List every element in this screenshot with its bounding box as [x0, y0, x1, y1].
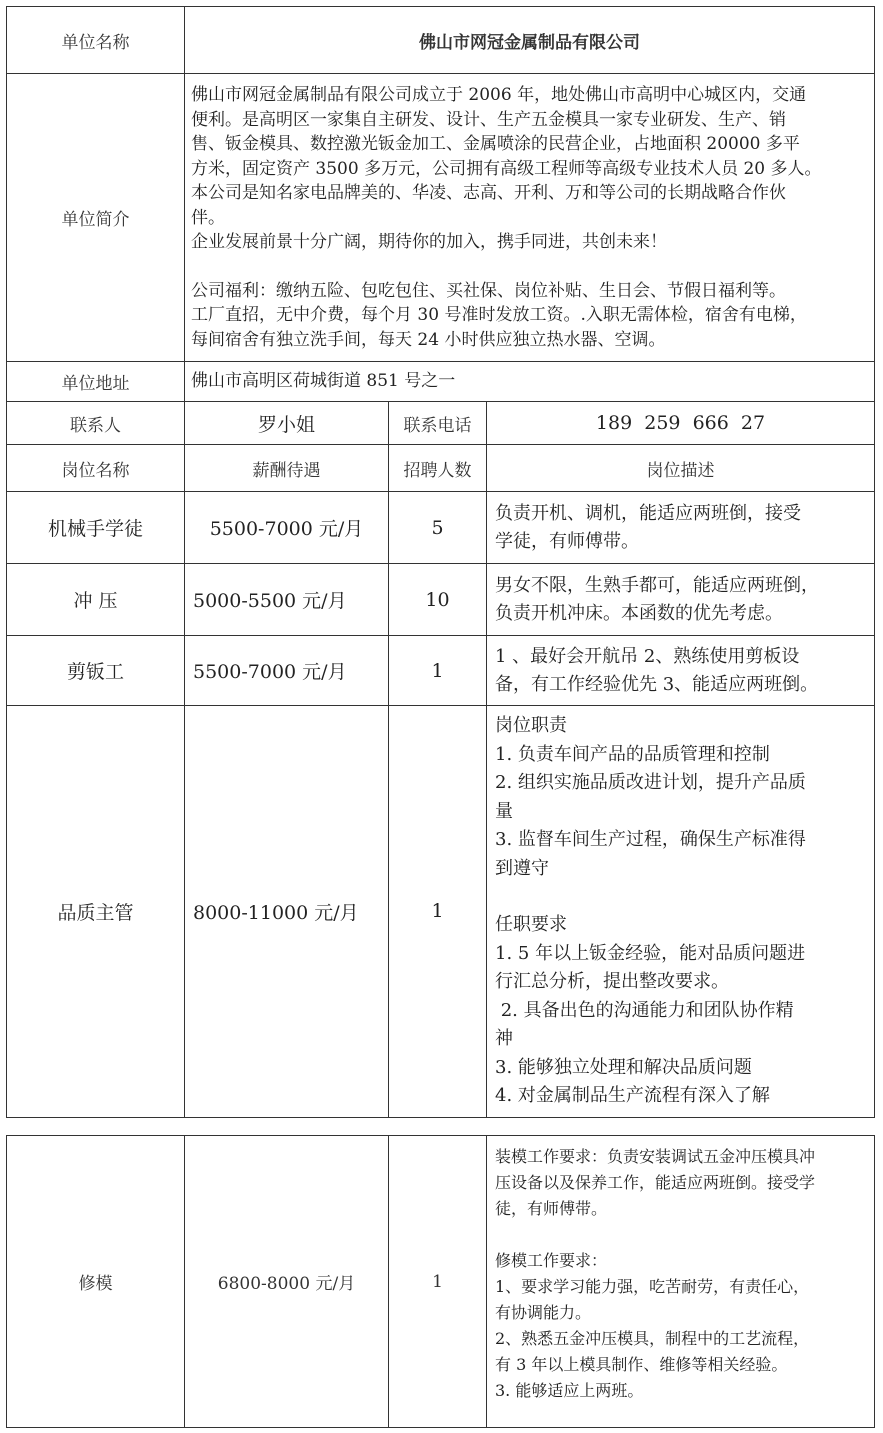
table-row	[7, 564, 875, 636]
job-name: 机械手学徒	[7, 492, 185, 564]
job-name: 品质主管	[7, 706, 185, 1118]
desc-line: 徒，有师傅带。	[495, 1199, 608, 1218]
table-row	[7, 706, 875, 1118]
desc-line: 1. 负责车间产品的品质管理和控制	[495, 743, 770, 765]
desc-line: 2. 组织实施品质改进计划，提升产品质	[495, 772, 806, 793]
desc-line: 行汇总分析，提出整改要求。	[495, 971, 729, 992]
desc-line: 修模工作要求：	[495, 1251, 608, 1270]
desc-line: 1、要求学习能力强，吃苦耐劳，有责任心，	[495, 1277, 810, 1296]
desc-line: 神	[495, 1028, 513, 1049]
job-description	[487, 706, 875, 1118]
desc-line: 1. 5 年以上钣金经验，能对品质问题进	[495, 942, 806, 964]
desc-line: 岗位职责	[495, 715, 567, 736]
benefits-line: 每间宿舍有独立洗手间，每天 24 小时供应独立热水器、空调。	[191, 329, 666, 350]
job-description	[487, 564, 875, 636]
job-salary: 5500-7000 元/月	[185, 492, 389, 564]
header-count: 招聘人数	[389, 445, 487, 492]
desc-line: 2. 具备出色的沟通能力和团队协作精	[495, 999, 794, 1021]
company-intro-label: 单位简介	[7, 74, 185, 362]
desc-line: 装模工作要求：负责安装调试五金冲压模具冲	[495, 1147, 816, 1166]
desc-line: 3. 能够适应上两班。	[495, 1381, 644, 1400]
benefits-line: 公司福利：缴纳五险、包吃包住、买社保、岗位补贴、生日会、节假日福利等。	[191, 280, 786, 301]
header-description: 岗位描述	[487, 445, 875, 492]
job-salary: 6800-8000 元/月	[185, 1136, 389, 1428]
intro-line: 方米，固定资产 3500 多万元，公司拥有高级工程师等高级专业技术人员 20 多人。	[191, 158, 822, 179]
job-salary: 5000-5500 元/月	[185, 564, 389, 636]
company-address: 佛山市高明区荷城街道 851 号之一	[185, 362, 875, 402]
phone-label: 联系电话	[389, 402, 487, 445]
intro-line: 便利。是高明区一家集自主研发、设计、生产五金模具一家专业研发、生产、销	[191, 109, 786, 130]
desc-line: 到遵守	[495, 857, 549, 879]
desc-line: 压设备以及保养工作，能适应两班倒。接受学	[495, 1173, 816, 1192]
desc-line: 1 、最好会开航吊 2、熟练使用剪板设	[495, 645, 800, 667]
desc-line: 量	[495, 800, 513, 822]
job-name: 剪钣工	[7, 636, 185, 706]
job-name: 冲 压	[7, 564, 185, 636]
job-salary: 8000-11000 元/月	[185, 706, 389, 1118]
desc-line: 有协调能力。	[495, 1303, 592, 1322]
job-name: 修模	[7, 1136, 185, 1428]
desc-line: 任职要求	[495, 914, 567, 935]
job-description	[487, 492, 875, 564]
intro-line: 伴。	[191, 207, 225, 228]
job-salary: 5500-7000 元/月	[185, 636, 389, 706]
desc-line: 备，有工作经验优先 3、能适应两班倒。	[495, 673, 819, 695]
job-count: 1	[389, 1136, 487, 1428]
intro-line: 佛山市网冠金属制品有限公司成立于 2006 年，地处佛山市高明中心城区内，交通	[191, 85, 807, 105]
job-description	[487, 1136, 875, 1428]
header-position: 岗位名称	[7, 445, 185, 492]
contact-phone: 189 259 666 27	[487, 402, 875, 445]
desc-line: 学徒，有师傅带。	[495, 530, 639, 552]
intro-line: 本公司是知名家电品牌美的、华凌、志高、开利、万和等公司的长期战略合作伙	[191, 183, 786, 203]
company-name: 佛山市网冠金属制品有限公司	[185, 7, 875, 74]
intro-line: 售、钣金模具、数控激光钣金加工、金属喷涂的民营企业，占地面积 20000 多平	[191, 134, 800, 154]
desc-line: 负责开机、调机，能适应两班倒，接受	[495, 502, 801, 524]
desc-line: 有 3 年以上模具制作、维修等相关经验。	[495, 1355, 788, 1374]
mold-job-table	[6, 1135, 875, 1428]
header-salary: 薪酬待遇	[185, 445, 389, 492]
job-count: 1	[389, 636, 487, 706]
address-label: 单位地址	[7, 362, 185, 402]
contact-name: 罗小姐	[185, 402, 389, 445]
recruitment-table	[6, 6, 875, 1118]
job-description	[487, 636, 875, 706]
desc-line: 3. 监督车间生产过程，确保生产标准得	[495, 829, 806, 850]
job-count: 1	[389, 706, 487, 1118]
desc-line: 负责开机冲床。本函数的优先考虑。	[495, 602, 783, 624]
table-row	[7, 636, 875, 706]
desc-line: 2、熟悉五金冲压模具，制程中的工艺流程，	[495, 1329, 810, 1348]
company-intro	[185, 74, 875, 362]
table-row	[7, 492, 875, 564]
company-name-label: 单位名称	[7, 7, 185, 74]
job-count: 5	[389, 492, 487, 564]
job-count: 10	[389, 564, 487, 636]
benefits-line: 工厂直招，无中介费，每个月 30 号准时发放工资。.入职无需体检，宿舍有电梯，	[191, 305, 807, 325]
desc-line: 3. 能够独立处理和解决品质问题	[495, 1056, 752, 1078]
desc-line: 4. 对金属制品生产流程有深入了解	[495, 1085, 770, 1106]
table-row	[7, 1136, 875, 1428]
desc-line: 男女不限，生熟手都可，能适应两班倒，	[495, 574, 819, 596]
intro-line: 企业发展前景十分广阔，期待你的加入，携手同进，共创未来！	[191, 232, 667, 252]
contact-label: 联系人	[7, 402, 185, 445]
